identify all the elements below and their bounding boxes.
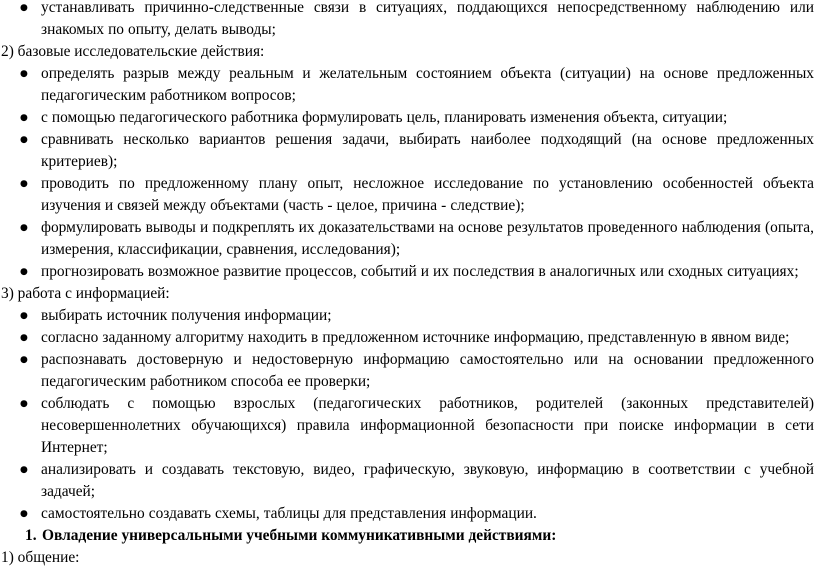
list-item-text: формулировать выводы и подкреплять их доказательствами на основе результатов проведенного наблюдения (опыта, измерения, классификации, сравнения, исследования); (41, 219, 814, 258)
list-item-text: прогнозировать возможное развитие процессов, событий и их последствия в аналогичных или сходных ситуациях; (41, 263, 799, 280)
list-item-text: соблюдать с помощью взрослых (педагогических работников, родителей (законных представителей) несовершеннолетних обучающихся) правила информационной безопасности при поиске информации в сети Интернет; (41, 395, 814, 456)
bullet-icon: ● (20, 135, 28, 145)
list-item (0, 261, 816, 283)
bullet-icon: ● (20, 355, 28, 365)
list-item (0, 107, 816, 129)
list-item (0, 349, 816, 393)
list-item-text: с помощью педагогического работника формулировать цель, планировать изменения объекта, ситуации; (41, 109, 728, 126)
list-item (0, 0, 816, 41)
bullet-icon: ● (20, 509, 28, 519)
bullet-icon: ● (20, 69, 28, 79)
list-item-text: сравнивать несколько вариантов решения задачи, выбирать наиболее подходящий (на основе предложенных критериев); (41, 131, 814, 170)
bullet-icon: ● (20, 311, 28, 321)
bullet-icon: ● (20, 3, 28, 13)
list-item-text: анализировать и создавать текстовую, видео, графическую, звуковую, информацию в соответствии с учебной задачей; (41, 461, 814, 500)
bullet-icon: ● (20, 267, 28, 277)
list-item (0, 327, 816, 349)
list-item-text: самостоятельно создавать схемы, таблицы для представления информации. (41, 505, 537, 522)
list-item (0, 305, 816, 327)
list-item (0, 459, 816, 503)
list-item (0, 173, 816, 217)
section-heading-communication: 1) общение: (1, 549, 80, 566)
bullet-icon: ● (20, 179, 28, 189)
list-item-text: определять разрыв между реальным и желательным состоянием объекта (ситуации) на основе предложенных педагогическим работником вопросов; (41, 65, 814, 104)
numbered-heading-communication (0, 525, 816, 547)
list-item-text: устанавливать причинно-следственные связи в ситуациях, поддающихся непосредственному наблюдению или знакомых по опыту, делать выводы; (41, 0, 814, 38)
section-heading-research: 2) базовые исследовательские действия: (1, 43, 265, 60)
list-item (0, 393, 816, 459)
list-item (0, 503, 816, 525)
list-item (0, 129, 816, 173)
bullet-icon: ● (20, 399, 28, 409)
bullet-icon: ● (20, 113, 28, 123)
heading-text: Овладение универсальными учебными коммуникативными действиями: (42, 527, 557, 544)
list-item-text: распознавать достоверную и недостоверную информацию самостоятельно или на основании предложенного педагогическим работником способа ее проверки; (41, 351, 814, 390)
bullet-icon: ● (20, 223, 28, 233)
list-item-text: проводить по предложенному плану опыт, несложное исследование по установлению особенностей объекта изучения и связей между объектами (часть - целое, причина - следствие); (41, 175, 814, 214)
section-heading-information: 3) работа с информацией: (1, 285, 170, 302)
list-item-text: выбирать источник получения информации; (41, 307, 332, 324)
list-item (0, 217, 816, 261)
bullet-icon: ● (20, 333, 28, 343)
list-item (0, 63, 816, 107)
list-item-text: согласно заданному алгоритму находить в предложенном источнике информацию, представленную в явном виде; (41, 329, 790, 346)
bullet-icon: ● (20, 465, 28, 475)
heading-number: 1. (25, 527, 37, 544)
